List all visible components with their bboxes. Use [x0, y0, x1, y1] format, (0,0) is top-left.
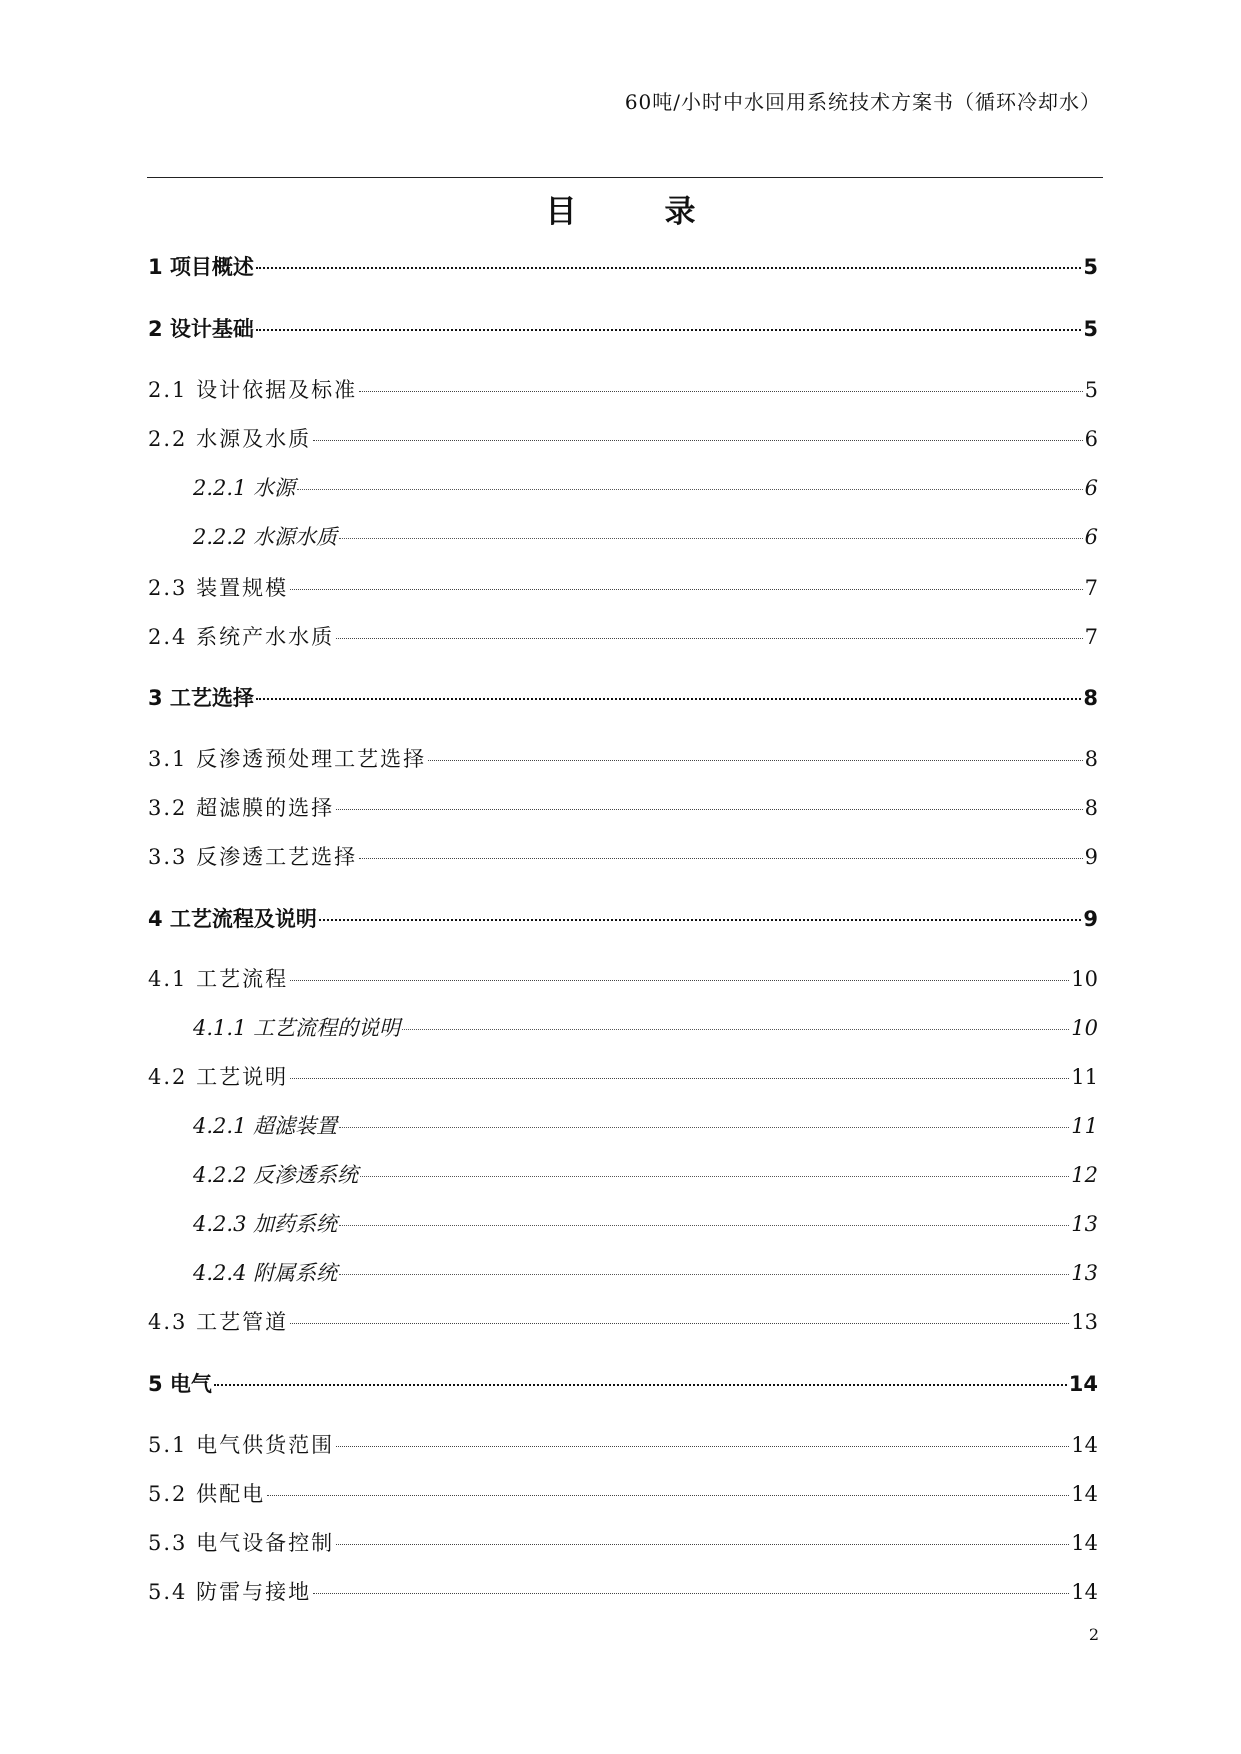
toc-entry[interactable]	[148, 1013, 1098, 1043]
toc-entry-label: 4.3 工艺管道	[148, 1310, 289, 1334]
toc-dot-leader	[336, 809, 1083, 810]
toc-entry-page: 13	[1071, 1310, 1098, 1334]
toc-entry[interactable]	[148, 424, 1098, 454]
toc-entry-page: 10	[1071, 1016, 1098, 1040]
toc-dot-leader	[336, 638, 1083, 639]
toc-entry-label: 2.3 装置规模	[148, 576, 289, 600]
toc-entry-page: 5	[1084, 378, 1098, 402]
toc-entry-label: 4.1 工艺流程	[148, 967, 289, 991]
toc-entry-page: 7	[1084, 576, 1098, 600]
toc-entry-label: 2.4 系统产水水质	[148, 625, 335, 649]
toc-entry[interactable]	[148, 622, 1098, 652]
toc-dot-leader	[290, 589, 1083, 590]
toc-entry-page: 14	[1071, 1433, 1098, 1457]
toc-entry[interactable]	[148, 1577, 1098, 1607]
table-of-contents	[148, 0, 1098, 1700]
toc-entry[interactable]	[148, 683, 1098, 713]
toc-dot-leader	[402, 1029, 1069, 1030]
toc-entry-page: 6	[1084, 525, 1098, 549]
toc-entry-label: 5.3 电气设备控制	[148, 1531, 335, 1555]
toc-dot-leader	[319, 919, 1081, 921]
toc-entry[interactable]	[148, 904, 1098, 934]
toc-dot-leader	[339, 538, 1083, 539]
toc-entry-page: 12	[1071, 1163, 1098, 1187]
toc-entry-page: 8	[1083, 686, 1098, 710]
toc-entry[interactable]	[148, 375, 1098, 405]
toc-entry[interactable]	[148, 744, 1098, 774]
toc-entry-label: 3.3 反渗透工艺选择	[148, 845, 358, 869]
toc-entry[interactable]	[148, 522, 1098, 552]
toc-entry-page: 5	[1083, 255, 1098, 279]
toc-entry-page: 8	[1084, 796, 1098, 820]
toc-dot-leader	[336, 1446, 1069, 1447]
toc-entry-page: 14	[1068, 1372, 1098, 1396]
toc-dot-leader	[339, 1274, 1069, 1275]
toc-entry-label: 2 设计基础	[148, 317, 254, 341]
toc-entry-label: 4.1.1 工艺流程的说明	[193, 1016, 401, 1040]
toc-entry-label: 4.2.3 加药系统	[193, 1212, 338, 1236]
toc-entry[interactable]	[148, 842, 1098, 872]
toc-entry-page: 13	[1071, 1261, 1098, 1285]
toc-entry[interactable]	[148, 473, 1098, 503]
toc-dot-leader	[359, 391, 1083, 392]
toc-entry-label: 3 工艺选择	[148, 686, 254, 710]
toc-entry-label: 2.2 水源及水质	[148, 427, 312, 451]
toc-entry-page: 14	[1071, 1531, 1098, 1555]
toc-entry-page: 11	[1071, 1065, 1098, 1089]
toc-dot-leader	[359, 858, 1083, 859]
toc-entry-label: 5.2 供配电	[148, 1482, 266, 1506]
toc-entry-label: 2.1 设计依据及标准	[148, 378, 358, 402]
toc-entry-page: 5	[1083, 317, 1098, 341]
toc-dot-leader	[313, 1593, 1069, 1594]
toc-dot-leader	[360, 1176, 1069, 1177]
toc-entry-label: 4 工艺流程及说明	[148, 907, 317, 931]
page-number: 2	[1088, 1625, 1099, 1644]
toc-entry-label: 5.4 防雷与接地	[148, 1580, 312, 1604]
toc-entry-label: 2.2.1 水源	[193, 476, 296, 500]
toc-entry-page: 6	[1084, 427, 1098, 451]
toc-entry-label: 4.2.1 超滤装置	[193, 1114, 338, 1138]
toc-dot-leader	[290, 1323, 1069, 1324]
toc-entry-page: 11	[1071, 1114, 1098, 1138]
toc-entry[interactable]	[148, 573, 1098, 603]
toc-entry-label: 1 项目概述	[148, 255, 254, 279]
toc-entry[interactable]	[148, 964, 1098, 994]
toc-entry[interactable]	[148, 1160, 1098, 1190]
toc-entry[interactable]	[148, 793, 1098, 823]
toc-entry-page: 8	[1084, 747, 1098, 771]
toc-entry-label: 2.2.2 水源水质	[193, 525, 338, 549]
toc-entry-label: 4.2.4 附属系统	[193, 1261, 338, 1285]
toc-entry-page: 7	[1084, 625, 1098, 649]
toc-dot-leader	[339, 1225, 1069, 1226]
toc-entry[interactable]	[148, 1307, 1098, 1337]
toc-entry[interactable]	[148, 314, 1098, 344]
toc-entry-page: 9	[1084, 845, 1098, 869]
toc-entry-page: 13	[1071, 1212, 1098, 1236]
toc-entry-label: 5.1 电气供货范围	[148, 1433, 335, 1457]
toc-entry[interactable]	[148, 252, 1098, 282]
toc-dot-leader	[256, 267, 1081, 269]
toc-dot-leader	[297, 489, 1083, 490]
toc-entry-label: 4.2.2 反渗透系统	[193, 1163, 359, 1187]
toc-entry-page: 14	[1071, 1482, 1098, 1506]
toc-dot-leader	[428, 760, 1083, 761]
toc-entry-page: 9	[1083, 907, 1098, 931]
toc-dot-leader	[256, 698, 1081, 700]
toc-entry[interactable]	[148, 1479, 1098, 1509]
toc-entry[interactable]	[148, 1430, 1098, 1460]
toc-entry[interactable]	[148, 1111, 1098, 1141]
toc-entry[interactable]	[148, 1209, 1098, 1239]
toc-entry-label: 3.2 超滤膜的选择	[148, 796, 335, 820]
toc-entry[interactable]	[148, 1369, 1098, 1399]
toc-entry[interactable]	[148, 1258, 1098, 1288]
toc-entry-page: 14	[1071, 1580, 1098, 1604]
toc-dot-leader	[267, 1495, 1069, 1496]
toc-dot-leader	[290, 1078, 1069, 1079]
toc-dot-leader	[336, 1544, 1069, 1545]
toc-entry-label: 5 电气	[148, 1372, 212, 1396]
toc-dot-leader	[214, 1384, 1067, 1386]
toc-entry-page: 6	[1084, 476, 1098, 500]
toc-dot-leader	[339, 1127, 1069, 1128]
toc-entry-page: 10	[1071, 967, 1098, 991]
toc-entry[interactable]	[148, 1062, 1098, 1092]
toc-heading: 目录	[545, 194, 784, 230]
toc-entry[interactable]	[148, 1528, 1098, 1558]
toc-entry-label: 4.2 工艺说明	[148, 1065, 289, 1089]
toc-dot-leader	[256, 329, 1081, 331]
toc-dot-leader	[313, 440, 1083, 441]
toc-entry-label: 3.1 反渗透预处理工艺选择	[148, 747, 427, 771]
page-header-title: 60吨/小时中水回用系统技术方案书（循环冷却水）	[624, 90, 1101, 114]
toc-dot-leader	[290, 980, 1069, 981]
